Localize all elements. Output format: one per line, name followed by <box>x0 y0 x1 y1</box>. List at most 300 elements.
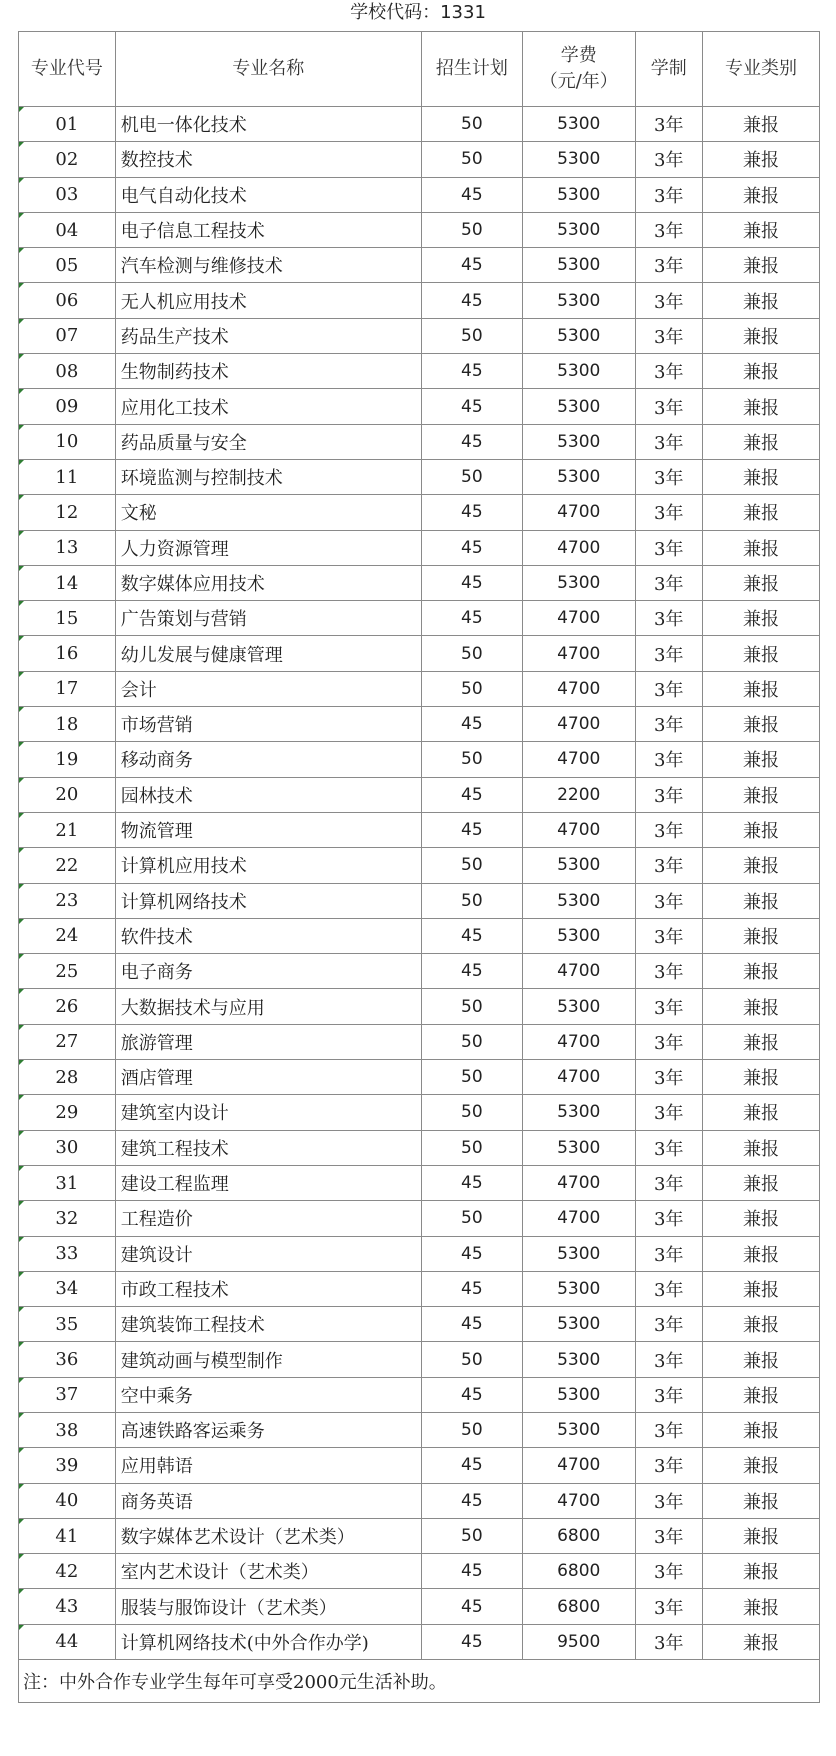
table-row <box>19 1165 820 1200</box>
cell-years: 3年 <box>635 495 703 530</box>
cell-fee: 5300 <box>523 283 636 318</box>
cell-plan: 45 <box>421 1236 522 1271</box>
cell-fee: 5300 <box>523 424 636 459</box>
table-row <box>19 424 820 459</box>
cell-category: 兼报 <box>703 1483 820 1518</box>
cell-name: 数控技术 <box>115 142 421 177</box>
cell-name: 商务英语 <box>115 1483 421 1518</box>
cell-fee: 5300 <box>523 848 636 883</box>
cell-category: 兼报 <box>703 530 820 565</box>
cell-plan: 45 <box>421 424 522 459</box>
cell-fee: 4700 <box>523 1060 636 1095</box>
table-row <box>19 142 820 177</box>
header-code: 专业代号 <box>19 32 116 107</box>
cell-fee: 5300 <box>523 1271 636 1306</box>
table-row <box>19 283 820 318</box>
cell-code: 01 <box>19 107 116 142</box>
cell-name: 药品生产技术 <box>115 318 421 353</box>
cell-code: 22 <box>19 848 116 883</box>
cell-code: 28 <box>19 1060 116 1095</box>
cell-code: 12 <box>19 495 116 530</box>
cell-fee: 5300 <box>523 1095 636 1130</box>
table-row <box>19 1412 820 1447</box>
table-row <box>19 812 820 847</box>
cell-category: 兼报 <box>703 142 820 177</box>
cell-plan: 50 <box>421 848 522 883</box>
cell-years: 3年 <box>635 177 703 212</box>
cell-years: 3年 <box>635 1554 703 1589</box>
cell-plan: 50 <box>421 459 522 494</box>
cell-years: 3年 <box>635 1518 703 1553</box>
cell-years: 3年 <box>635 636 703 671</box>
cell-code: 15 <box>19 601 116 636</box>
cell-years: 3年 <box>635 318 703 353</box>
cell-fee: 4700 <box>523 812 636 847</box>
cell-years: 3年 <box>635 142 703 177</box>
cell-category: 兼报 <box>703 671 820 706</box>
cell-name: 计算机应用技术 <box>115 848 421 883</box>
cell-plan: 45 <box>421 707 522 742</box>
cell-plan: 45 <box>421 1307 522 1342</box>
cell-category: 兼报 <box>703 1307 820 1342</box>
cell-name: 应用化工技术 <box>115 389 421 424</box>
cell-code: 31 <box>19 1165 116 1200</box>
table-row <box>19 671 820 706</box>
cell-fee: 5300 <box>523 212 636 247</box>
cell-code: 17 <box>19 671 116 706</box>
cell-name: 会计 <box>115 671 421 706</box>
table-row <box>19 1095 820 1130</box>
cell-plan: 50 <box>421 1095 522 1130</box>
cell-fee: 5300 <box>523 1377 636 1412</box>
cell-name: 室内艺术设计（艺术类） <box>115 1554 421 1589</box>
table-row <box>19 989 820 1024</box>
cell-code: 03 <box>19 177 116 212</box>
cell-fee: 4700 <box>523 742 636 777</box>
cell-plan: 50 <box>421 1130 522 1165</box>
cell-years: 3年 <box>635 1412 703 1447</box>
cell-code: 05 <box>19 248 116 283</box>
cell-name: 应用韩语 <box>115 1448 421 1483</box>
cell-category: 兼报 <box>703 1271 820 1306</box>
cell-name: 无人机应用技术 <box>115 283 421 318</box>
cell-category: 兼报 <box>703 1165 820 1200</box>
cell-years: 3年 <box>635 848 703 883</box>
cell-fee: 5300 <box>523 107 636 142</box>
cell-fee: 4700 <box>523 1483 636 1518</box>
cell-years: 3年 <box>635 212 703 247</box>
cell-years: 3年 <box>635 918 703 953</box>
cell-years: 3年 <box>635 530 703 565</box>
cell-years: 3年 <box>635 1377 703 1412</box>
cell-code: 18 <box>19 707 116 742</box>
table-row <box>19 1483 820 1518</box>
table-row <box>19 1201 820 1236</box>
cell-plan: 50 <box>421 1412 522 1447</box>
cell-fee: 9500 <box>523 1624 636 1659</box>
table-row <box>19 107 820 142</box>
cell-plan: 45 <box>421 1271 522 1306</box>
cell-years: 3年 <box>635 883 703 918</box>
table-row <box>19 459 820 494</box>
cell-name: 环境监测与控制技术 <box>115 459 421 494</box>
table-row <box>19 354 820 389</box>
cell-years: 3年 <box>635 601 703 636</box>
cell-fee: 5300 <box>523 565 636 600</box>
cell-name: 市场营销 <box>115 707 421 742</box>
cell-code: 32 <box>19 1201 116 1236</box>
cell-code: 38 <box>19 1412 116 1447</box>
table-row <box>19 177 820 212</box>
cell-plan: 50 <box>421 742 522 777</box>
cell-name: 市政工程技术 <box>115 1271 421 1306</box>
cell-category: 兼报 <box>703 636 820 671</box>
cell-category: 兼报 <box>703 883 820 918</box>
table-row <box>19 601 820 636</box>
cell-code: 40 <box>19 1483 116 1518</box>
cell-name: 数字媒体艺术设计（艺术类） <box>115 1518 421 1553</box>
cell-plan: 45 <box>421 177 522 212</box>
cell-code: 19 <box>19 742 116 777</box>
cell-category: 兼报 <box>703 1236 820 1271</box>
cell-name: 高速铁路客运乘务 <box>115 1412 421 1447</box>
table-row <box>19 1518 820 1553</box>
cell-fee: 5300 <box>523 177 636 212</box>
cell-plan: 50 <box>421 1518 522 1553</box>
cell-name: 计算机网络技术(中外合作办学) <box>115 1624 421 1659</box>
table-row <box>19 1130 820 1165</box>
cell-category: 兼报 <box>703 1342 820 1377</box>
cell-category: 兼报 <box>703 1130 820 1165</box>
cell-years: 3年 <box>635 459 703 494</box>
cell-category: 兼报 <box>703 601 820 636</box>
cell-years: 3年 <box>635 107 703 142</box>
cell-years: 3年 <box>635 1130 703 1165</box>
header-years: 学制 <box>635 32 703 107</box>
cell-name: 空中乘务 <box>115 1377 421 1412</box>
header-fee <box>523 32 636 107</box>
cell-name: 建设工程监理 <box>115 1165 421 1200</box>
cell-plan: 45 <box>421 1624 522 1659</box>
cell-years: 3年 <box>635 1024 703 1059</box>
table-header-row <box>19 32 820 107</box>
cell-category: 兼报 <box>703 354 820 389</box>
cell-category: 兼报 <box>703 459 820 494</box>
cell-fee: 4700 <box>523 601 636 636</box>
cell-fee: 4700 <box>523 954 636 989</box>
cell-code: 04 <box>19 212 116 247</box>
cell-plan: 50 <box>421 107 522 142</box>
cell-name: 幼儿发展与健康管理 <box>115 636 421 671</box>
cell-name: 移动商务 <box>115 742 421 777</box>
cell-plan: 45 <box>421 565 522 600</box>
cell-years: 3年 <box>635 1448 703 1483</box>
cell-code: 16 <box>19 636 116 671</box>
cell-name: 电气自动化技术 <box>115 177 421 212</box>
cell-years: 3年 <box>635 1165 703 1200</box>
cell-code: 11 <box>19 459 116 494</box>
cell-years: 3年 <box>635 1624 703 1659</box>
cell-name: 大数据技术与应用 <box>115 989 421 1024</box>
cell-name: 物流管理 <box>115 812 421 847</box>
cell-years: 3年 <box>635 1095 703 1130</box>
cell-plan: 45 <box>421 495 522 530</box>
cell-fee: 5300 <box>523 883 636 918</box>
cell-category: 兼报 <box>703 495 820 530</box>
cell-name: 软件技术 <box>115 918 421 953</box>
table-row <box>19 1271 820 1306</box>
cell-name: 旅游管理 <box>115 1024 421 1059</box>
table-row <box>19 530 820 565</box>
table-row <box>19 1307 820 1342</box>
cell-code: 10 <box>19 424 116 459</box>
cell-plan: 50 <box>421 989 522 1024</box>
cell-code: 42 <box>19 1554 116 1589</box>
cell-years: 3年 <box>635 954 703 989</box>
cell-name: 建筑室内设计 <box>115 1095 421 1130</box>
cell-code: 24 <box>19 918 116 953</box>
cell-years: 3年 <box>635 283 703 318</box>
cell-years: 3年 <box>635 1307 703 1342</box>
table-row <box>19 1589 820 1624</box>
cell-fee: 2200 <box>523 777 636 812</box>
table-row <box>19 565 820 600</box>
header-name: 专业名称 <box>115 32 421 107</box>
table-row <box>19 1624 820 1659</box>
cell-plan: 50 <box>421 1024 522 1059</box>
cell-fee: 5300 <box>523 142 636 177</box>
cell-years: 3年 <box>635 1201 703 1236</box>
cell-code: 30 <box>19 1130 116 1165</box>
cell-years: 3年 <box>635 707 703 742</box>
cell-years: 3年 <box>635 1342 703 1377</box>
cell-plan: 50 <box>421 671 522 706</box>
cell-name: 工程造价 <box>115 1201 421 1236</box>
cell-category: 兼报 <box>703 707 820 742</box>
cell-fee: 4700 <box>523 1024 636 1059</box>
cell-category: 兼报 <box>703 1589 820 1624</box>
table-row <box>19 248 820 283</box>
cell-fee: 6800 <box>523 1554 636 1589</box>
table-row <box>19 1342 820 1377</box>
cell-category: 兼报 <box>703 424 820 459</box>
cell-name: 电子商务 <box>115 954 421 989</box>
cell-plan: 45 <box>421 812 522 847</box>
cell-category: 兼报 <box>703 1412 820 1447</box>
cell-category: 兼报 <box>703 1095 820 1130</box>
table-row <box>19 1377 820 1412</box>
table-row <box>19 742 820 777</box>
cell-fee: 4700 <box>523 671 636 706</box>
table-note-row <box>19 1660 820 1703</box>
table-row <box>19 212 820 247</box>
cell-years: 3年 <box>635 742 703 777</box>
cell-years: 3年 <box>635 812 703 847</box>
table-row <box>19 1448 820 1483</box>
cell-fee: 5300 <box>523 318 636 353</box>
cell-plan: 45 <box>421 918 522 953</box>
table-row <box>19 636 820 671</box>
cell-name: 服装与服饰设计（艺术类） <box>115 1589 421 1624</box>
cell-category: 兼报 <box>703 107 820 142</box>
cell-years: 3年 <box>635 1060 703 1095</box>
table-row <box>19 1554 820 1589</box>
table-row <box>19 495 820 530</box>
cell-fee: 5300 <box>523 389 636 424</box>
cell-code: 07 <box>19 318 116 353</box>
cell-fee: 4700 <box>523 530 636 565</box>
cell-fee: 4700 <box>523 1201 636 1236</box>
cell-name: 建筑设计 <box>115 1236 421 1271</box>
cell-code: 44 <box>19 1624 116 1659</box>
cell-plan: 45 <box>421 1165 522 1200</box>
cell-years: 3年 <box>635 989 703 1024</box>
page-title: 学校代码：1331 <box>350 2 486 23</box>
cell-fee: 5300 <box>523 459 636 494</box>
cell-fee: 5300 <box>523 1342 636 1377</box>
cell-years: 3年 <box>635 354 703 389</box>
cell-category: 兼报 <box>703 848 820 883</box>
cell-category: 兼报 <box>703 1554 820 1589</box>
cell-code: 35 <box>19 1307 116 1342</box>
cell-plan: 45 <box>421 354 522 389</box>
cell-category: 兼报 <box>703 248 820 283</box>
cell-category: 兼报 <box>703 283 820 318</box>
cell-plan: 50 <box>421 1201 522 1236</box>
cell-fee: 4700 <box>523 707 636 742</box>
cell-name: 计算机网络技术 <box>115 883 421 918</box>
cell-plan: 45 <box>421 777 522 812</box>
cell-plan: 45 <box>421 1589 522 1624</box>
cell-plan: 45 <box>421 389 522 424</box>
table-body <box>19 107 820 1660</box>
cell-code: 33 <box>19 1236 116 1271</box>
cell-code: 37 <box>19 1377 116 1412</box>
cell-code: 20 <box>19 777 116 812</box>
cell-fee: 5300 <box>523 1412 636 1447</box>
cell-category: 兼报 <box>703 565 820 600</box>
cell-name: 数字媒体应用技术 <box>115 565 421 600</box>
cell-plan: 50 <box>421 318 522 353</box>
cell-category: 兼报 <box>703 812 820 847</box>
cell-plan: 45 <box>421 601 522 636</box>
cell-plan: 50 <box>421 1060 522 1095</box>
cell-code: 29 <box>19 1095 116 1130</box>
cell-fee: 5300 <box>523 1130 636 1165</box>
cell-category: 兼报 <box>703 1201 820 1236</box>
table-row <box>19 883 820 918</box>
cell-code: 09 <box>19 389 116 424</box>
cell-code: 25 <box>19 954 116 989</box>
cell-category: 兼报 <box>703 777 820 812</box>
cell-category: 兼报 <box>703 318 820 353</box>
cell-category: 兼报 <box>703 1377 820 1412</box>
cell-name: 汽车检测与维修技术 <box>115 248 421 283</box>
cell-plan: 50 <box>421 142 522 177</box>
cell-code: 34 <box>19 1271 116 1306</box>
cell-code: 36 <box>19 1342 116 1377</box>
cell-plan: 45 <box>421 1377 522 1412</box>
table-row <box>19 318 820 353</box>
cell-category: 兼报 <box>703 1448 820 1483</box>
cell-fee: 6800 <box>523 1589 636 1624</box>
cell-plan: 45 <box>421 1483 522 1518</box>
cell-category: 兼报 <box>703 918 820 953</box>
cell-category: 兼报 <box>703 389 820 424</box>
header-category: 专业类别 <box>703 32 820 107</box>
cell-name: 机电一体化技术 <box>115 107 421 142</box>
table-row <box>19 707 820 742</box>
cell-category: 兼报 <box>703 177 820 212</box>
cell-years: 3年 <box>635 248 703 283</box>
cell-years: 3年 <box>635 424 703 459</box>
header-fee-line2: （元/年） <box>539 71 618 92</box>
majors-table <box>18 31 820 1703</box>
cell-code: 27 <box>19 1024 116 1059</box>
cell-name: 园林技术 <box>115 777 421 812</box>
cell-fee: 4700 <box>523 636 636 671</box>
cell-years: 3年 <box>635 565 703 600</box>
cell-code: 06 <box>19 283 116 318</box>
cell-fee: 6800 <box>523 1518 636 1553</box>
cell-years: 3年 <box>635 1483 703 1518</box>
cell-years: 3年 <box>635 777 703 812</box>
cell-name: 建筑动画与模型制作 <box>115 1342 421 1377</box>
table-row <box>19 389 820 424</box>
cell-plan: 45 <box>421 954 522 989</box>
cell-plan: 45 <box>421 530 522 565</box>
cell-years: 3年 <box>635 671 703 706</box>
table-row <box>19 848 820 883</box>
cell-years: 3年 <box>635 1271 703 1306</box>
cell-plan: 45 <box>421 283 522 318</box>
cell-category: 兼报 <box>703 212 820 247</box>
cell-code: 21 <box>19 812 116 847</box>
cell-years: 3年 <box>635 1236 703 1271</box>
cell-plan: 45 <box>421 1448 522 1483</box>
cell-name: 建筑工程技术 <box>115 1130 421 1165</box>
cell-category: 兼报 <box>703 1060 820 1095</box>
cell-fee: 5300 <box>523 1307 636 1342</box>
cell-fee: 4700 <box>523 1165 636 1200</box>
cell-code: 41 <box>19 1518 116 1553</box>
cell-name: 酒店管理 <box>115 1060 421 1095</box>
cell-fee: 5300 <box>523 918 636 953</box>
cell-plan: 45 <box>421 1554 522 1589</box>
cell-code: 14 <box>19 565 116 600</box>
cell-name: 人力资源管理 <box>115 530 421 565</box>
cell-code: 13 <box>19 530 116 565</box>
table-note: 注：中外合作专业学生每年可享受2000元生活补助。 <box>19 1660 820 1703</box>
cell-code: 43 <box>19 1589 116 1624</box>
cell-name: 建筑装饰工程技术 <box>115 1307 421 1342</box>
cell-years: 3年 <box>635 389 703 424</box>
cell-years: 3年 <box>635 1589 703 1624</box>
table-row <box>19 1060 820 1095</box>
cell-plan: 45 <box>421 248 522 283</box>
cell-code: 39 <box>19 1448 116 1483</box>
cell-plan: 50 <box>421 212 522 247</box>
cell-category: 兼报 <box>703 1518 820 1553</box>
cell-name: 药品质量与安全 <box>115 424 421 459</box>
cell-category: 兼报 <box>703 954 820 989</box>
header-fee-line1: 学费 <box>560 45 597 66</box>
cell-code: 23 <box>19 883 116 918</box>
cell-plan: 50 <box>421 1342 522 1377</box>
table-row <box>19 777 820 812</box>
cell-fee: 5300 <box>523 248 636 283</box>
cell-fee: 4700 <box>523 1448 636 1483</box>
